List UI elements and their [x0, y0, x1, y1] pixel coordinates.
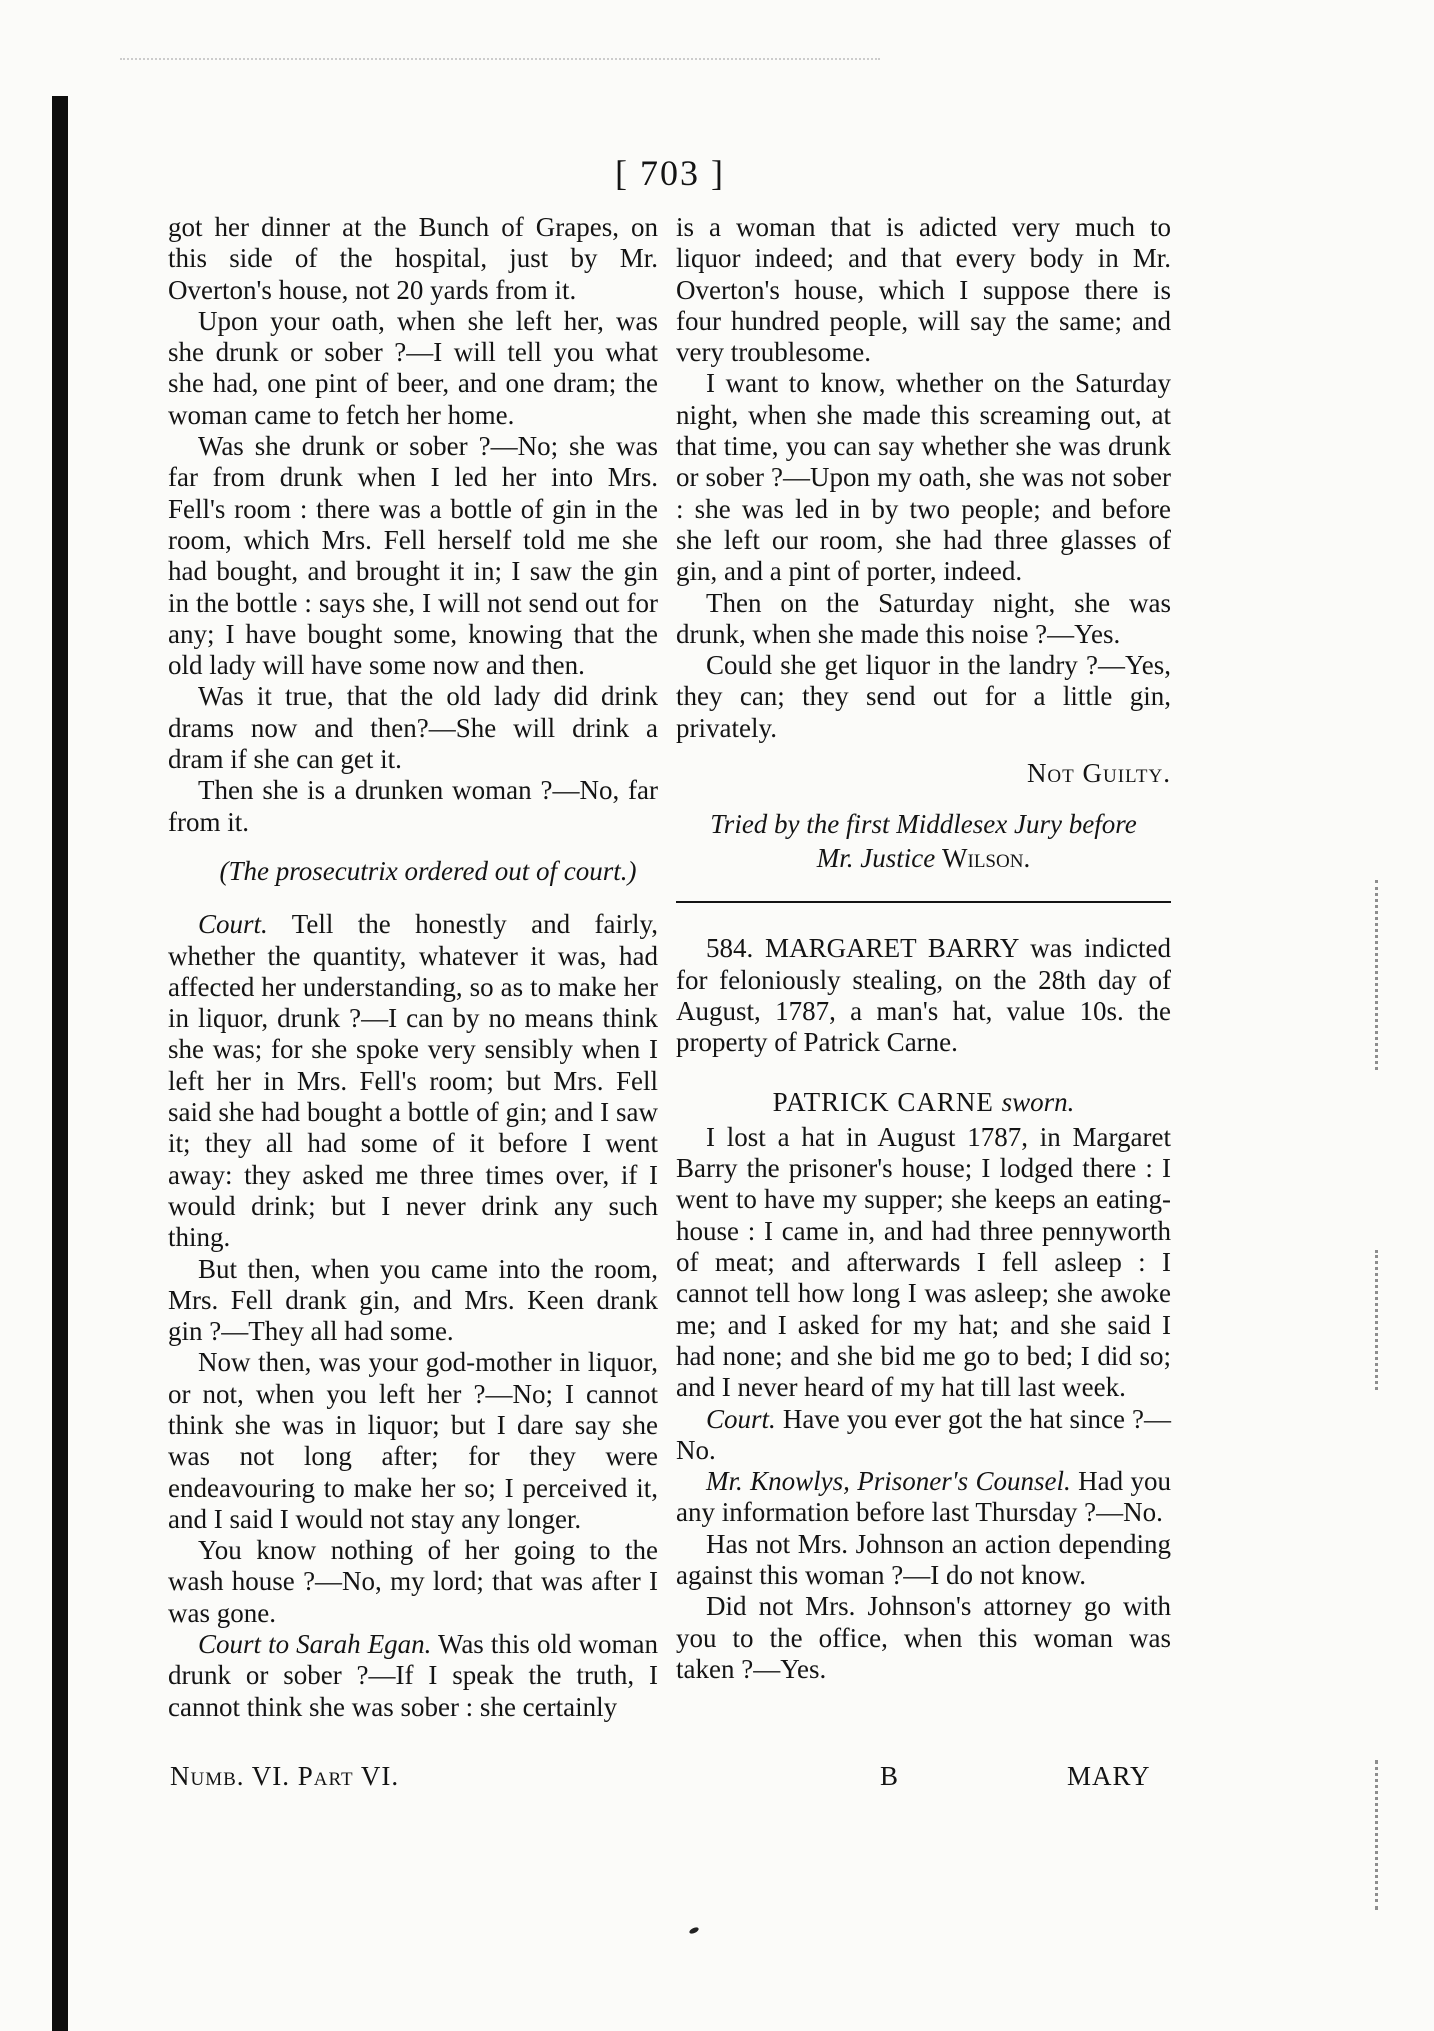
paragraph-text: got her dinner at the Bunch of Grapes, on this side of the hospital, just by Mr. Overton's house, not 20 yards from it.: [168, 212, 658, 305]
trial-judge-name: Wilson.: [942, 843, 1031, 874]
footer-signature-mark: B: [880, 1761, 899, 1791]
paragraph-text: Now then, was your god-mother in liquor, or not, when you left her ?—No; I cannot think she was in liquor; but I dare say she was not long after; for they were endeavouring to make her so; I perceived it, and I said I would not stay any longer.: [168, 1347, 658, 1534]
footer-catchword: MARY: [1067, 1761, 1151, 1791]
paragraph-text: Was it true, that the old lady did drink drams now and then?—She will drink a dram if she can get it.: [168, 681, 658, 775]
speaker-label: Court.: [706, 1403, 776, 1434]
footer-issue-label: Numb. VI. Part VI.: [170, 1761, 400, 1791]
paragraph: [676, 1529, 1171, 1592]
scan-noise-top: [120, 58, 880, 72]
paragraph: [168, 775, 658, 838]
paragraph-text: Did not Mrs. Johnson's attorney go with you to the office, when this woman was taken ?—Yes.: [676, 1591, 1171, 1684]
trial-line: Tried by the first Middlesex Jury before: [710, 809, 1137, 840]
paragraph: [168, 1535, 658, 1629]
paragraph: [168, 212, 658, 306]
paragraph-text: You know nothing of her going to the wash house ?—No, my lord; that was after I was gone.: [168, 1535, 658, 1628]
paragraph-text: I lost a hat in August 1787, in Margaret Barry the prisoner's house; I lodged there : I went to have my supper; she keeps an eating-house : I came in, and had three pennyworth of meat; and afterwards I fell asleep : I cannot tell how long I was asleep; she awoke me; and I asked for my hat; and she said I had none; and she bid me go to bed; I did so; and I never heard of my hat till last week.: [676, 1121, 1171, 1403]
paragraph-text: Could she get liquor in the landry ?—Yes, they can; they send out for a little gin, privately.: [676, 650, 1171, 743]
left-column: [168, 212, 658, 1723]
scan-noise-right-3: [1375, 1760, 1381, 1910]
binding-edge-shadow: [52, 96, 68, 2031]
paragraph-text: Had you any information before last Thursday ?—No.: [676, 1466, 1171, 1528]
scan-noise-right-2: [1375, 1250, 1381, 1390]
paragraph: [676, 368, 1171, 587]
paragraph: [168, 306, 658, 431]
paragraph-text: Upon your oath, when she left her, was she drunk or sober ?—I will tell you what she had, one pint of beer, and one dram; the woman came to fetch her home.: [168, 305, 658, 430]
paragraph: [676, 1404, 1171, 1467]
ink-speck: [688, 1926, 699, 1935]
paragraph-text: Has not Mrs. Johnson an action depending against this woman ?—I do not know.: [676, 1528, 1171, 1590]
speaker-label: Mr. Knowlys, Prisoner's Counsel.: [706, 1466, 1071, 1497]
stage-note: (The prosecutrix ordered out of court.): [219, 855, 637, 886]
paragraph-text: Was she drunk or sober ?—No; she was far from drunk when I led her into Mrs. Fell's room : there was a bottle of gin in the room, which Mrs. Fell herself told me she had bought, and brought it in; I saw the gin in the bottle : says she, I will not send out for any; I have bought some, knowing that the old lady will have some now and then.: [168, 431, 658, 681]
paragraph-text: Was this old woman drunk or sober ?—If I speak the truth, I cannot think she was sober : she certainly: [168, 1629, 658, 1722]
paragraph: [676, 1122, 1171, 1404]
section-rule: [676, 901, 1171, 903]
paragraph: [168, 1347, 658, 1535]
page-number: [ 703 ]: [615, 153, 725, 193]
paragraph-text: 584. MARGARET BARRY was indicted for feloniously stealing, on the 28th day of August, 1787, a man's hat, value 10s. the property of Patrick Carne.: [676, 933, 1171, 1058]
paragraph: [676, 212, 1171, 368]
paragraph: [168, 681, 658, 775]
witness-heading: [676, 1087, 1171, 1118]
trial-judge-title: Mr. Justice: [816, 843, 943, 874]
paragraph-text: Then on the Saturday night, she was drunk, when she made this noise ?—Yes.: [676, 587, 1171, 649]
witness-name: PATRICK CARNE: [772, 1086, 1002, 1117]
paragraph: [676, 650, 1171, 744]
paragraph-text: Then she is a drunken woman ?—No, far from it.: [168, 775, 658, 837]
paragraph: [676, 1591, 1171, 1685]
paragraph-text: But then, when you came into the room, Mrs. Fell drank gin, and Mrs. Keen drank gin ?—They all had some.: [168, 1253, 658, 1347]
paragraph-text: Tell the honestly and fairly, whether the quantity, whatever it was, had affected her understanding, so as to make her in liquor, drunk ?—I can by no means think she was; for she spoke very sensibly when I left her in Mrs. Fell's room; but Mrs. Fell said she had bought a bottle of gin; and I saw it; they all had some of it before I went away: they asked me three times over, if I would drink; but I never drink any such thing.: [168, 909, 658, 1253]
paragraph-text: is a woman that is adicted very much to liquor indeed; and that every body in Mr. Overton's house, which I suppose there is four hundred people, will say the same; and very troublesome.: [676, 212, 1171, 368]
scan-noise-right-1: [1375, 880, 1381, 1070]
paragraph: [168, 909, 658, 1253]
sworn-label: sworn.: [1001, 1086, 1075, 1117]
paragraph: [676, 588, 1171, 651]
paragraph: [168, 431, 658, 681]
paragraph: [676, 933, 1171, 1058]
speaker-label: Court.: [198, 909, 268, 940]
paragraph: [676, 1466, 1171, 1529]
paragraph: [168, 1629, 658, 1723]
verdict: Not Guilty.: [1026, 758, 1171, 789]
right-column: [676, 212, 1171, 1685]
paragraph-text: I want to know, whether on the Saturday night, when she made this screaming out, at that time, you can say whether she was drunk or sober ?—Upon my oath, she was not sober : she was led in by two people; and before she left our room, she had three glasses of gin, and a pint of porter, indeed.: [676, 368, 1171, 587]
trial-note: [676, 807, 1171, 875]
speaker-label: Court to Sarah Egan.: [198, 1629, 432, 1660]
paragraph-text: Have you ever got the hat since ?—No.: [676, 1403, 1171, 1465]
paragraph: [168, 1254, 658, 1348]
